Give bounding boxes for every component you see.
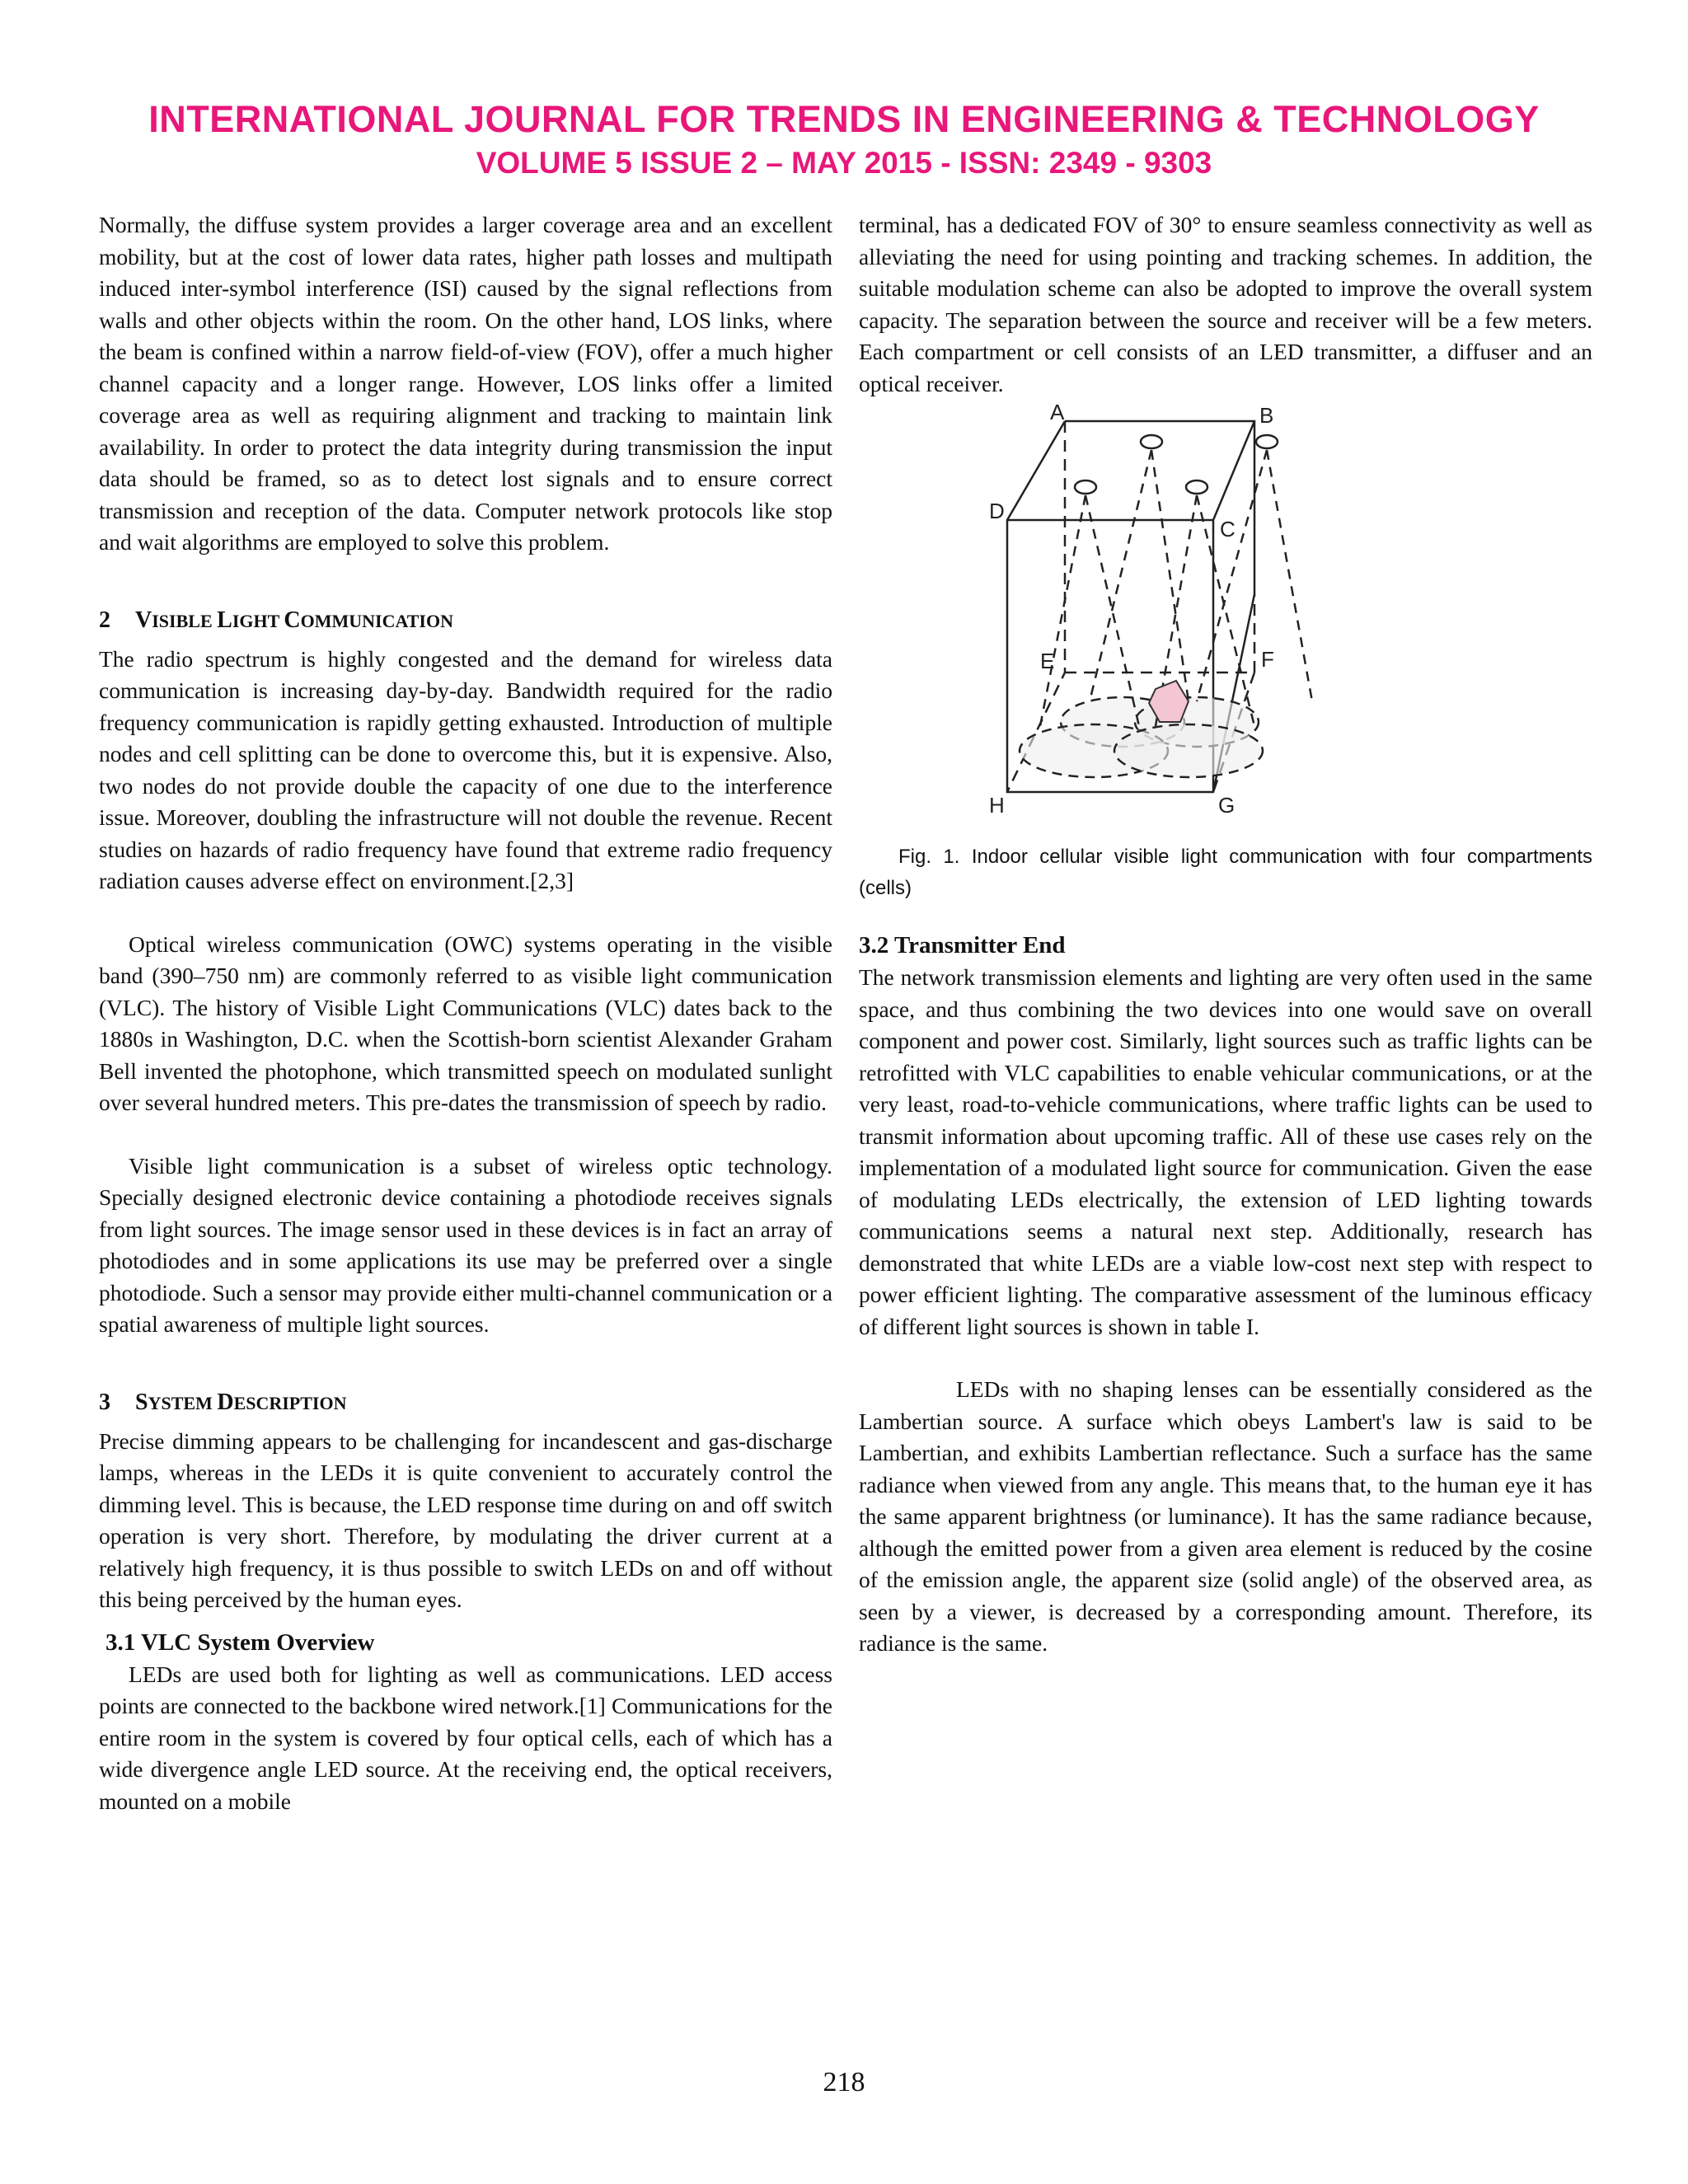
led-4 (1256, 435, 1278, 448)
figure-1 (859, 405, 1592, 841)
label-f: F (1261, 647, 1274, 672)
label-a: A (1050, 405, 1065, 424)
left-column (99, 209, 832, 1817)
right-column (859, 209, 1592, 1660)
subsection-3-1-paragraph: LEDs are used both for lighting as well as communications. LED access points are connected to the backbone wired network.[1] Communications for the entire room in the system is covered by four optical cells, each of which has a wide divergence angle LED source. At the receiving end, the optical receivers, mounted on a mobile (99, 1661, 832, 1814)
section-2-paragraph-1: The radio spectrum is highly congested and the demand for wireless data communication is increasing day-by-day. Bandwidth required for the radio frequency communication is rapidly getting exhausted. Introduction of multiple nodes and cell splitting can be done to overcome this, but it is expensive. Also, two nodes do not provide double the capacity of one due to the interference issue. Moreover, doubling the infrastructure will not double the revenue. Recent studies on hazards of radio frequency have found that extreme radio frequency radiation causes adverse effect on environment.[2,3] (99, 645, 832, 893)
journal-header (0, 97, 1688, 183)
figure-1-caption: Fig. 1. Indoor cellular visible light communication with four compartments (cells) (859, 846, 1592, 899)
label-c: C (1220, 517, 1236, 541)
cone-2 (1090, 450, 1189, 701)
vlc-room-diagram (941, 405, 1518, 817)
label-h: H (989, 793, 1005, 817)
section-2-number: 2 (99, 607, 110, 633)
subsection-3-2-paragraph: The network transmission elements and lighting are very often used in the same space, and thus combining the two devices into one would save on overall component and power cost. Similarly, light sources such as traffic lights can be retrofitted with VLC capabilities to enable vehicular communications, or at the very least, road-to-vehicle communications, where traffic lights can be used to transmit information about upcoming traffic. All of these use cases rely on the implementation of a modulated light source for communication. Given the ease of modulating LEDs electrically, the extension of LED lighting towards communications seems a natural next step. Additionally, research has demonstrated that white LEDs are a viable low-cost next step with respect to power efficient lighting. The comparative assessment of the luminous efficacy of different light sources is shown in table I. (859, 964, 1592, 1339)
label-e: E (1040, 649, 1055, 673)
section-2-paragraph-3: Visible light communication is a subset of wireless optic technology. Specially designed electronic device containing a photodiode receives signals from light sources. The image sensor used in these devices is in fact an array of photodiodes and in some applications its use may be preferred over a single photodiode. Such a sensor may provide either multi-channel communication or a spatial awareness of multiple light sources. (99, 1152, 832, 1337)
section-3-heading: 3 SYSTEM DESCRIPTION (99, 1387, 832, 1419)
section-2-paragraph-2: Optical wireless communication (OWC) systems operating in the visible band (390–750 nm) are commonly referred to as visible light communication (VLC). The history of Visible Light Communications (VLC) dates back to the 1880s in Washington, D.C. when the Scottish-born scientist Alexander Graham Bell invented the photophone, which transmitted speech on modulated sunlight over several hundred meters. This pre-dates the transmission of speech by radio. (99, 930, 832, 1115)
subsection-3-1-heading: 3.1 VLC System Overview (106, 1629, 375, 1656)
journal-title: INTERNATIONAL JOURNAL FOR TRENDS IN ENGINEERING & TECHNOLOGY (148, 98, 1540, 140)
led-1 (1075, 480, 1096, 494)
label-d: D (989, 499, 1005, 523)
led-3 (1186, 480, 1207, 494)
section-3-paragraph-1: Precise dimming appears to be challenging for incandescent and gas-discharge lamps, whereas in the LEDs it is quite convenient to accurately control the dimming level. This is because, the LED response time during on and off switch operation is very short. Therefore, by modulating the driver current at a relatively high frequency, it is thus possible to switch LEDs on and off without this being perceived by the human eyes. (99, 1427, 832, 1612)
page-number: 218 (823, 2067, 865, 2097)
paragraph-intro: Normally, the diffuse system provides a larger coverage area and an excellent mobility, but at the cost of lower data rates, higher path losses and multipath induced inter-symbol interference (ISI) caused by the signal reflections from walls and other objects within the room. On the other hand, LOS links, where the beam is confined within a narrow field-of-view (FOV), offer a much higher channel capacity and a longer range. However, LOS links offer a limited coverage area as well as requiring alignment and tracking to maintain link availability. In order to protect the data integrity during transmission the input data should be framed, so as to detect lost signals and to ensure correct transmission and reception of the data. Computer network protocols like stop and wait algorithms are employed to solve this problem. (99, 212, 832, 555)
journal-volume: VOLUME 5 ISSUE 2 – MAY 2015 - ISSN: 2349 - 9303 (476, 146, 1212, 180)
cell-ellipse-front-right (1114, 724, 1263, 777)
paragraph-continued: terminal, has a dedicated FOV of 30° to ensure seamless connectivity as well as alleviating the need for using pointing and tracking schemes. In addition, the suitable modulation scheme can also be adopted to improve the overall system capacity. The separation between the source and receiver will be a few meters. Each compartment or cell consists of an LED transmitter, a diffuser and an optical receiver. (859, 212, 1592, 396)
lambertian-paragraph: LEDs with no shaping lenses can be essentially considered as the Lambertian source. A surface which obeys Lambert's law is said to be Lambertian, and exhibits Lambertian reflectance. Such a surface has the same radiance when viewed from any angle. This means that, to the human eye it has the same apparent brightness (or luminance). It has the same radiance because, although the emitted power from a given area element is reduced by the cosine of the emission angle, the apparent size (solid angle) of the observed area, as seen by a viewer, is decreased by a corresponding amount. Therefore, its radiance is the same. (859, 1376, 1592, 1656)
label-b: B (1259, 405, 1274, 428)
led-2 (1141, 435, 1162, 448)
subsection-3-2-heading: 3.2 Transmitter End (859, 932, 1066, 958)
section-2-heading: 2 VISIBLE LIGHT COMMUNICATION (99, 605, 832, 637)
section-3-number: 3 (99, 1389, 110, 1415)
label-g: G (1218, 793, 1236, 817)
